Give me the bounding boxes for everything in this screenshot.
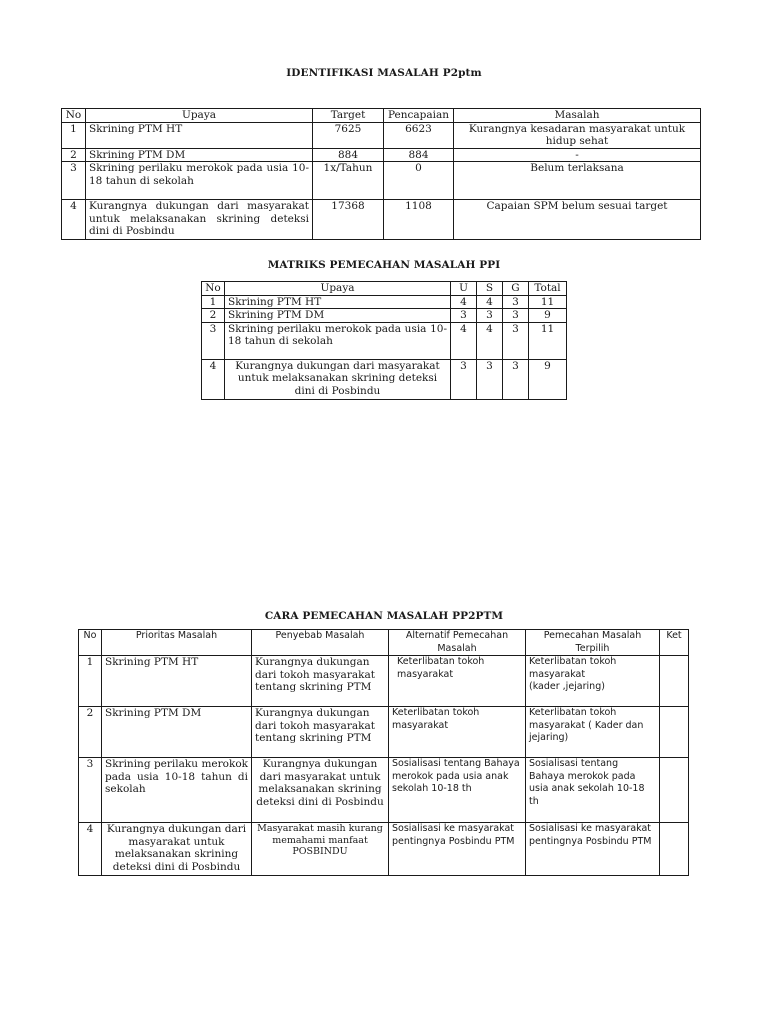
row-penyebab: Masyarakat masih kurang memahami manfaat POSBINDU — [252, 823, 389, 876]
table-row — [79, 823, 689, 876]
row-pencapaian: 0 — [384, 162, 454, 200]
header-pencapaian: Pencapaian — [384, 109, 454, 123]
table-row — [62, 148, 701, 162]
row-u: 4 — [451, 322, 477, 359]
row-upaya: Kurangnya dukungan dari masyarakat untuk melaksanakan skrining deteksi dini di Posbindu — [225, 359, 451, 399]
header-ket: Ket — [660, 630, 689, 656]
row-prioritas: Kurangnya dukungan dari masyarakat untuk melaksanakan skrining deteksi dini di Posbindu — [102, 823, 252, 876]
row-no: 3 — [79, 758, 102, 823]
header-prioritas: Prioritas Masalah — [102, 630, 252, 656]
row-alternatif: Keterlibatan tokoh masyarakat — [389, 707, 526, 758]
header-no: No — [79, 630, 102, 656]
row-no: 3 — [62, 162, 86, 200]
row-upaya: Skrining PTM DM — [225, 309, 451, 323]
row-masalah: Capaian SPM belum sesuai target — [454, 200, 701, 240]
header-no: No — [62, 109, 86, 123]
header-g: G — [503, 282, 529, 296]
row-total: 11 — [529, 322, 567, 359]
table-row — [62, 162, 701, 200]
header-upaya: Upaya — [225, 282, 451, 296]
row-u: 4 — [451, 295, 477, 309]
row-no: 1 — [79, 656, 102, 707]
row-g: 3 — [503, 309, 529, 323]
row-upaya: Skrining perilaku merokok pada usia 10-18 tahun di sekolah — [225, 322, 451, 359]
row-no: 4 — [202, 359, 225, 399]
row-prioritas: Skrining PTM HT — [102, 656, 252, 707]
row-no: 4 — [79, 823, 102, 876]
table-row — [62, 122, 701, 148]
table-row — [79, 707, 689, 758]
row-masalah: Kurangnya kesadaran masyarakat untuk hidup sehat — [454, 122, 701, 148]
table-header-row — [202, 282, 567, 296]
header-upaya: Upaya — [86, 109, 313, 123]
row-prioritas: Skrining perilaku merokok pada usia 10-18 tahun di sekolah — [102, 758, 252, 823]
row-terpilih: Keterlibatan tokoh masyarakat (kader ,jejaring) — [526, 656, 660, 707]
row-upaya: Skrining PTM HT — [86, 122, 313, 148]
row-target: 7625 — [313, 122, 384, 148]
row-target: 884 — [313, 148, 384, 162]
row-no: 2 — [62, 148, 86, 162]
header-no: No — [202, 282, 225, 296]
row-g: 3 — [503, 322, 529, 359]
row-u: 3 — [451, 309, 477, 323]
row-total: 9 — [529, 309, 567, 323]
row-no: 1 — [62, 122, 86, 148]
row-ket — [660, 656, 689, 707]
row-alternatif: Sosialisasi ke masyarakat pentingnya Posbindu PTM — [389, 823, 526, 876]
table-header-row — [79, 630, 689, 656]
row-no: 4 — [62, 200, 86, 240]
table-row — [202, 322, 567, 359]
row-terpilih: Sosialisasi ke masyarakat pentingnya Posbindu PTM — [526, 823, 660, 876]
table-row — [202, 359, 567, 399]
row-penyebab: Kurangnya dukungan dari tokoh masyarakat tentang skrining PTM — [252, 707, 389, 758]
table-header-row — [62, 109, 701, 123]
row-upaya: Skrining PTM DM — [86, 148, 313, 162]
table3-title: CARA PEMECAHAN MASALAH PP2PTM — [264, 610, 504, 622]
row-upaya: Skrining PTM HT — [225, 295, 451, 309]
row-penyebab: Kurangnya dukungan dari tokoh masyarakat tentang skrining PTM — [252, 656, 389, 707]
row-pencapaian: 6623 — [384, 122, 454, 148]
row-s: 3 — [477, 309, 503, 323]
row-g: 3 — [503, 295, 529, 309]
row-pencapaian: 884 — [384, 148, 454, 162]
row-target: 1x/Tahun — [313, 162, 384, 200]
row-ket — [660, 707, 689, 758]
cara-pemecahan-table — [78, 629, 689, 876]
row-g: 3 — [503, 359, 529, 399]
table-row — [202, 309, 567, 323]
table1-title: IDENTIFIKASI MASALAH P2ptm — [286, 67, 482, 79]
header-penyebab: Penyebab Masalah — [252, 630, 389, 656]
row-prioritas: Skrining PTM DM — [102, 707, 252, 758]
header-target: Target — [313, 109, 384, 123]
row-ket — [660, 758, 689, 823]
header-total: Total — [529, 282, 567, 296]
row-upaya: Skrining perilaku merokok pada usia 10-18 tahun di sekolah — [86, 162, 313, 200]
table-row — [62, 200, 701, 240]
header-masalah: Masalah — [454, 109, 701, 123]
header-terpilih: Pemecahan Masalah Terpilih — [526, 630, 660, 656]
header-s: S — [477, 282, 503, 296]
header-alternatif: Alternatif Pemecahan Masalah — [389, 630, 526, 656]
header-u: U — [451, 282, 477, 296]
row-total: 11 — [529, 295, 567, 309]
row-no: 2 — [202, 309, 225, 323]
row-masalah: - — [454, 148, 701, 162]
row-masalah: Belum terlaksana — [454, 162, 701, 200]
row-total: 9 — [529, 359, 567, 399]
row-no: 3 — [202, 322, 225, 359]
row-ket — [660, 823, 689, 876]
identifikasi-masalah-table — [61, 108, 701, 240]
row-terpilih: Keterlibatan tokoh masyarakat ( Kader dan jejaring) — [526, 707, 660, 758]
row-penyebab: Kurangnya dukungan dari masyarakat untuk melaksanakan skrining deteksi dini di Posbindu — [252, 758, 389, 823]
row-no: 2 — [79, 707, 102, 758]
row-terpilih: Sosialisasi tentang Bahaya merokok pada usia anak sekolah 10-18 th — [526, 758, 660, 823]
row-alternatif: Keterlibatan tokoh masyarakat — [389, 656, 526, 707]
table-row — [79, 758, 689, 823]
row-pencapaian: 1108 — [384, 200, 454, 240]
row-u: 3 — [451, 359, 477, 399]
row-no: 1 — [202, 295, 225, 309]
table-row — [202, 295, 567, 309]
row-upaya: Kurangnya dukungan dari masyarakat untuk melaksanakan skrining deteksi dini di Posbindu — [86, 200, 313, 240]
row-alternatif: Sosialisasi tentang Bahaya merokok pada usia anak sekolah 10-18 th — [389, 758, 526, 823]
table-row — [79, 656, 689, 707]
row-s: 3 — [477, 359, 503, 399]
row-s: 4 — [477, 322, 503, 359]
row-target: 17368 — [313, 200, 384, 240]
matriks-pemecahan-table — [201, 281, 567, 400]
table2-title: MATRIKS PEMECAHAN MASALAH PPI — [267, 259, 501, 271]
row-s: 4 — [477, 295, 503, 309]
